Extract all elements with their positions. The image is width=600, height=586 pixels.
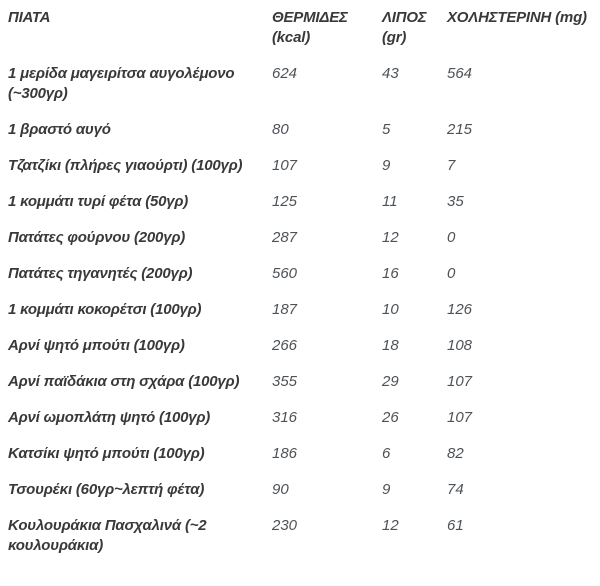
calories-value: 125 (272, 193, 298, 210)
column-header-calories (272, 0, 382, 56)
fat-value: 43 (382, 65, 399, 82)
dish-name: Αρνί ψητό μπούτι (100γρ) (8, 337, 185, 354)
cholesterol-value: 126 (447, 301, 473, 318)
fat-value: 26 (382, 409, 399, 426)
table-row (8, 184, 600, 220)
calories-value: 287 (272, 229, 298, 246)
fat-value: 10 (382, 301, 399, 318)
calories-value: 230 (272, 517, 298, 534)
cholesterol-value: 107 (447, 373, 473, 390)
dish-name: Τσουρέκι (60γρ~λεπτή φέτα) (8, 481, 205, 498)
dish-name: 1 μερίδα μαγειρίτσα αυγολέμονο (~300γρ) (8, 65, 235, 102)
cholesterol-value: 564 (447, 65, 473, 82)
calories-value: 266 (272, 337, 298, 354)
dish-name: Πατάτες τηγανητές (200γρ) (8, 265, 193, 282)
calories-value: 107 (272, 157, 298, 174)
cholesterol-value: 74 (447, 481, 464, 498)
cholesterol-value: 215 (447, 121, 473, 138)
table-header-row (8, 0, 600, 56)
table-row (8, 364, 600, 400)
nutrition-table (8, 0, 600, 564)
cholesterol-value: 108 (447, 337, 473, 354)
fat-value: 11 (382, 193, 398, 210)
fat-value: 29 (382, 373, 399, 390)
dish-name: 1 βραστό αυγό (8, 121, 111, 138)
table-row (8, 472, 600, 508)
table-row (8, 112, 600, 148)
cholesterol-value: 0 (447, 229, 456, 246)
fat-value: 12 (382, 229, 399, 246)
calories-value: 80 (272, 121, 289, 138)
fat-value: 12 (382, 517, 399, 534)
column-header-fat-unit: (gr) (382, 29, 407, 46)
cholesterol-value: 61 (447, 517, 464, 534)
dish-name: Κουλουράκια Πασχαλινά (~2 κουλουράκια) (8, 517, 207, 554)
cholesterol-value: 7 (447, 157, 456, 174)
table-row (8, 328, 600, 364)
column-header-cholesterol-label: ΧΟΛΗΣΤΕΡΙΝΗ (mg) (447, 9, 587, 26)
dish-name: Αρνί παϊδάκια στη σχάρα (100γρ) (8, 373, 240, 390)
cholesterol-value: 0 (447, 265, 456, 282)
column-header-cholesterol (447, 0, 600, 56)
dish-name: 1 κομμάτι κοκορέτσι (100γρ) (8, 301, 202, 318)
table-row (8, 508, 600, 564)
column-header-dishes-label: ΠΙΑΤΑ (8, 9, 51, 26)
calories-value: 186 (272, 445, 298, 462)
calories-value: 355 (272, 373, 298, 390)
column-header-calories-unit: (kcal) (272, 29, 310, 46)
calories-value: 90 (272, 481, 289, 498)
table-row (8, 256, 600, 292)
fat-value: 9 (382, 481, 391, 498)
calories-value: 316 (272, 409, 298, 426)
dish-name: Τζατζίκι (πλήρες γιαούρτι) (100γρ) (8, 157, 243, 174)
fat-value: 5 (382, 121, 391, 138)
cholesterol-value: 107 (447, 409, 473, 426)
calories-value: 560 (272, 265, 298, 282)
table-row (8, 292, 600, 328)
dish-name: 1 κομμάτι τυρί φέτα (50γρ) (8, 193, 189, 210)
calories-value: 187 (272, 301, 298, 318)
fat-value: 18 (382, 337, 399, 354)
dish-name: Κατσίκι ψητό μπούτι (100γρ) (8, 445, 205, 462)
table-row (8, 56, 600, 112)
table-row (8, 220, 600, 256)
table-row (8, 148, 600, 184)
dish-name: Πατάτες φούρνου (200γρ) (8, 229, 186, 246)
column-header-calories-label: ΘΕΡΜΙΔΕΣ (272, 9, 348, 26)
column-header-dishes (8, 0, 272, 56)
column-header-fat (382, 0, 447, 56)
cholesterol-value: 82 (447, 445, 464, 462)
calories-value: 624 (272, 65, 298, 82)
cholesterol-value: 35 (447, 193, 464, 210)
table-row (8, 400, 600, 436)
column-header-fat-label: ΛΙΠΟΣ (382, 9, 427, 26)
fat-value: 9 (382, 157, 391, 174)
fat-value: 16 (382, 265, 399, 282)
dish-name: Αρνί ωμοπλάτη ψητό (100γρ) (8, 409, 211, 426)
table-row (8, 436, 600, 472)
fat-value: 6 (382, 445, 391, 462)
